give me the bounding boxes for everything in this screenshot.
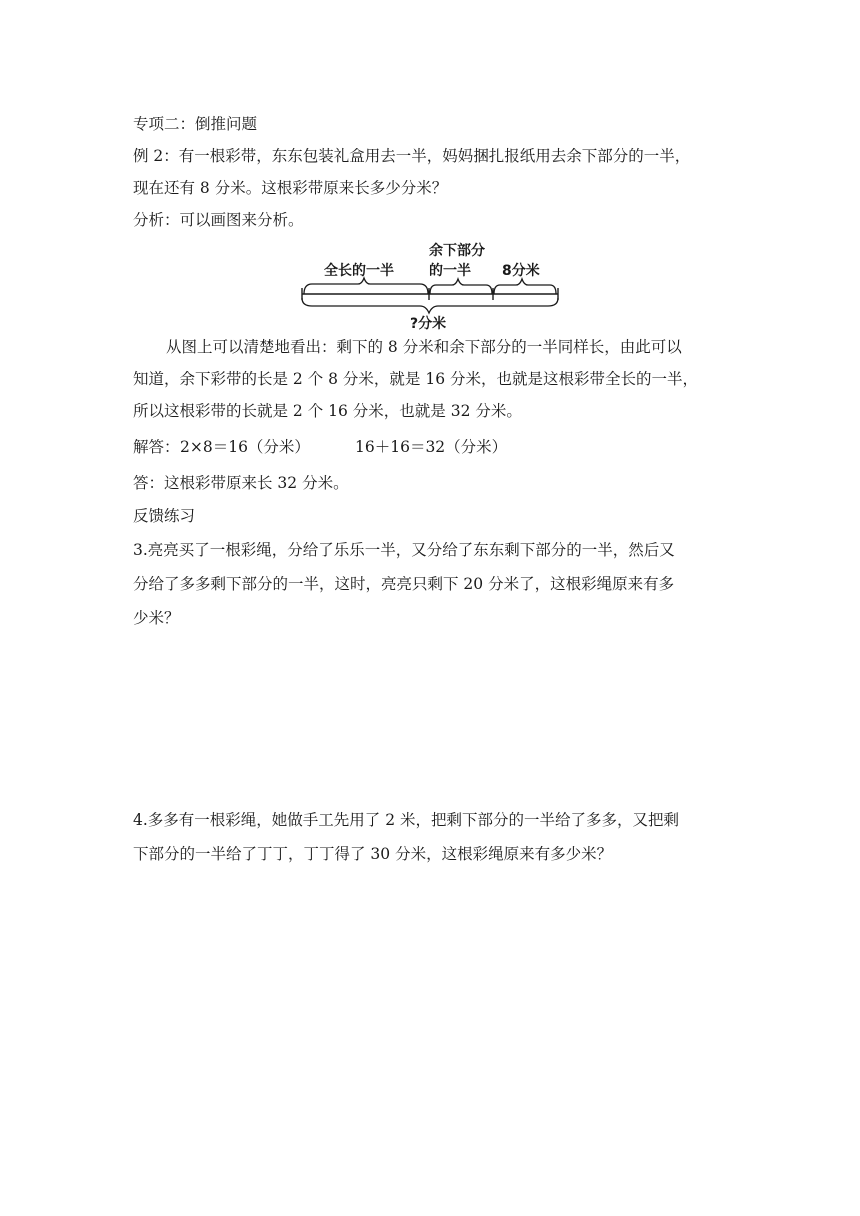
problem-3-line-3: 少米？ [133,609,180,627]
problem-3-line-1: 3.亮亮买了一根彩绳，分给了乐乐一半，又分给了东东剩下部分的一半，然后又 [133,541,675,559]
brace-8dm [494,279,556,294]
diagram-label-half-total: 全长的一半 [324,263,394,279]
brace-total [302,298,558,313]
diagram-svg [296,238,566,334]
diagram-label-remaining-top: 余下部分 [429,243,485,259]
problem-4-line-2: 下部分的一半给了丁丁，丁丁得了 30 分米，这根彩绳原来有多少米？ [133,845,613,863]
diagram-label-total: ?分米 [410,316,447,332]
brace-half-total [304,278,428,294]
brace-remaining-half [430,279,492,294]
problem-4-line-1: 4.多多有一根彩绳，她做手工先用了 2 米，把剩下部分的一半给了多多，又把剩 [133,811,680,829]
explanation-line-2: 知道，余下彩带的长是 2 个 8 分米，就是 16 分米，也就是这根彩带全长的一半， [133,370,699,388]
explanation-line-3: 所以这根彩带的长就是 2 个 16 分米，也就是 32 分米。 [133,402,522,420]
analysis-intro: 分析：可以画图来分析。 [133,211,304,229]
solution-step-1: 2×8＝16（分米） [180,438,310,456]
solution-step-2: 16＋16＝32（分米） [355,438,508,456]
answer-text: 答：这根彩带原来长 32 分米。 [133,474,349,492]
feedback-title: 反馈练习 [133,507,196,525]
diagram-label-remaining-bottom: 的一半 [429,263,471,279]
example-line-1: 例 2：有一根彩带，东东包装礼盒用去一半，妈妈捆扎报纸用去余下部分的一半， [133,147,691,165]
example-line-2: 现在还有 8 分米。这根彩带原来长多少分米？ [133,179,448,197]
problem-3-line-2: 分给了多多剩下部分的一半，这时，亮亮只剩下 20 分米了，这根彩绳原来有多 [133,575,675,593]
solution-label: 解答： [133,438,180,456]
section-title: 专项二：倒推问题 [133,115,258,133]
line-segment-diagram [296,238,566,334]
explanation-line-1: 从图上可以清楚地看出：剩下的 8 分米和余下部分的一半同样长，由此可以 [166,338,682,356]
diagram-label-8dm: 8分米 [502,263,540,279]
